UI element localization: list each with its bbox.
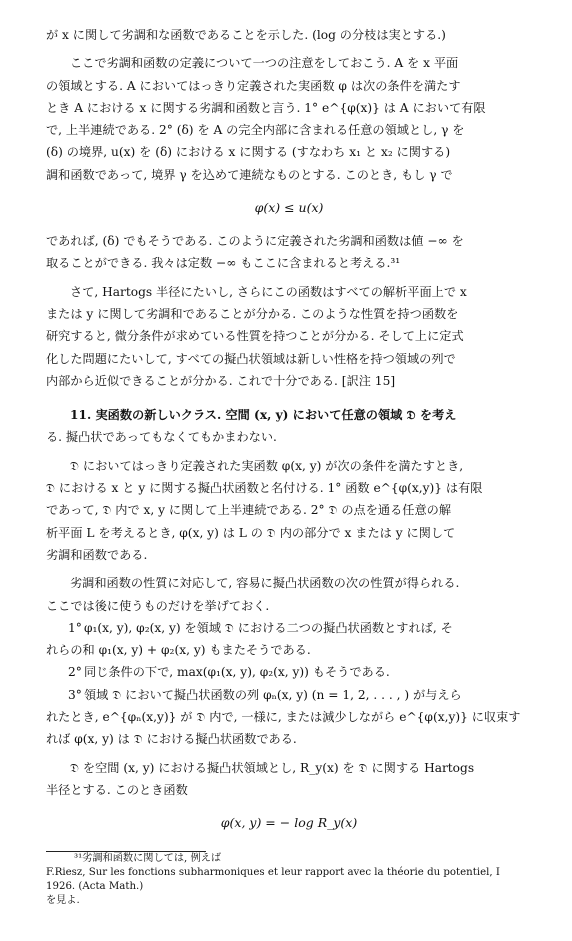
footnote-line: ³¹劣調和函数に関しては, 例えば (74, 853, 222, 865)
text-line: 取ることができる. 我々は定数 −∞ もここに含まれると考える.³¹ (46, 256, 401, 271)
property-list (46, 617, 532, 751)
text-line: る. 擬凸状であってもなくてもかまわない. (46, 430, 277, 445)
list-number: 2° (68, 665, 82, 680)
formula-inequality: φ(x) ≤ u(x) (254, 200, 324, 216)
paragraph-subharmonic-note (46, 230, 532, 275)
list-number: 3° (68, 687, 82, 702)
text-line: ここで劣調和函数の定義について一つの注意をしておこう. A を x 平面 (70, 56, 459, 71)
text-line: れらの和 φ₁(x, y) + φ₂(x, y) もまたそうである. (46, 643, 311, 658)
text-line: の領域とする. A においてはっきり定義された実函数 φ は次の条件を満たす (46, 78, 461, 93)
list-text: 領域 𝔇 において擬凸状函数の列 φₙ(x, y) (n = 1, 2, . . . , ) が与えら (84, 687, 462, 702)
text-line: 劣調和函数である. (46, 547, 148, 562)
paragraph-intro-end (46, 24, 532, 46)
text-line: または y に関して劣調和であることが分かる. このような性質を持つ函数を (46, 306, 459, 321)
list-item (46, 661, 532, 683)
footnote-line: 1926. (Acta Math.) (46, 881, 144, 893)
text-line: (δ) の境界, u(x) を (δ) における x に関する (すなわち x₁ と x₂ に関する) (46, 145, 451, 160)
text-line: で, 上半連続である. 2° (δ) を A の完全内部に含まれる任意の領域とし, γ を (46, 123, 465, 138)
paper-page (46, 24, 532, 908)
paragraph-properties-intro (46, 572, 532, 617)
text-line: 化した問題にたいして, すべての擬凸状領域は新しい性格を持つ領域の列で (46, 351, 456, 366)
text-line: であって, 𝔇 内で x, y に関して上半連続である. 2° 𝔇 の点を通る任意の解 (46, 503, 452, 518)
text-line: 内部から近似できることが分かる. これで十分である. [訳注 15] (46, 373, 396, 388)
text-line: 半径とする. このとき函数 (46, 782, 188, 797)
paragraph-hartogs-function (46, 757, 532, 802)
list-item (46, 684, 532, 706)
text-line: 析平面 L を考えるとき, φ(x, y) は L の 𝔇 内の部分で x または y に関して (46, 525, 456, 540)
text-line: とき A における x に関する劣調和函数と言う. 1° e^{φ(x)} は A において有限 (46, 100, 486, 115)
text-line: 𝔇 においてはっきり定義された実函数 φ(x, y) が次の条件を満たすとき, (70, 458, 464, 473)
text-line: 調和函数であって, 境界 γ を込めて連続なものとする. このとき, もし γ で (46, 167, 453, 182)
text-line: 研究すると, 微分条件が求めている性質を持つことが分かる. そして上に定式 (46, 329, 464, 344)
paragraph-subharmonic-definition (46, 52, 532, 186)
formula-log-hartogs: φ(x, y) = − log R_y(x) (220, 815, 358, 831)
paragraph-hartogs-radius (46, 281, 532, 392)
text-line: であれば, (δ) でもそうである. このように定義された劣調和函数は値 −∞ を (46, 234, 464, 249)
text-line: れば φ(x, y) は 𝔇 における擬凸状函数である. (46, 732, 297, 747)
text-line: さて, Hartogs 半径にたいし, さらにこの函数はすべての解析平面上で x (70, 284, 467, 299)
footnote-line: を見よ. (46, 895, 80, 907)
text-line: 劣調和函数の性質に対応して, 容易に擬凸状函数の次の性質が得られる. (70, 576, 460, 591)
footnote-31 (46, 852, 532, 908)
paragraph-pseudoconvex-function-definition (46, 455, 532, 566)
list-text: φ₁(x, y), φ₂(x, y) を領域 𝔇 における二つの擬凸状函数とすれば, そ (84, 620, 453, 635)
text-line: 𝔇 を空間 (x, y) における擬凸状領域とし, R_y(x) を 𝔇 に関する Hartogs (70, 760, 475, 775)
section-heading: 11. 実函数の新しいクラス. 空間 (x, y) において任意の領域 𝔇 を考え (70, 408, 457, 423)
section-11 (46, 404, 532, 449)
text-line: れたとき, e^{φₙ(x,y)} が 𝔇 内で, 一様に, または減少しながら e^{φ(x,y)} に収束す (46, 710, 521, 725)
list-item (46, 617, 532, 639)
text-line: が x に関して劣調和な函数であることを示した. (log の分枝は実とする.) (46, 28, 446, 42)
list-number: 1° (68, 620, 82, 635)
text-line: ここでは後に使うものだけを挙げておく. (46, 598, 270, 613)
list-text: 同じ条件の下で, max(φ₁(x, y), φ₂(x, y)) もそうである. (84, 665, 390, 680)
footnote-line: F.Riesz, Sur les fonctions subharmoniques et leur rapport avec la théorie du potentiel, I (46, 867, 500, 879)
text-line: 𝔇 における x と y に関する擬凸状函数と名付ける. 1° 函数 e^{φ(x,y)} は有限 (46, 481, 483, 496)
